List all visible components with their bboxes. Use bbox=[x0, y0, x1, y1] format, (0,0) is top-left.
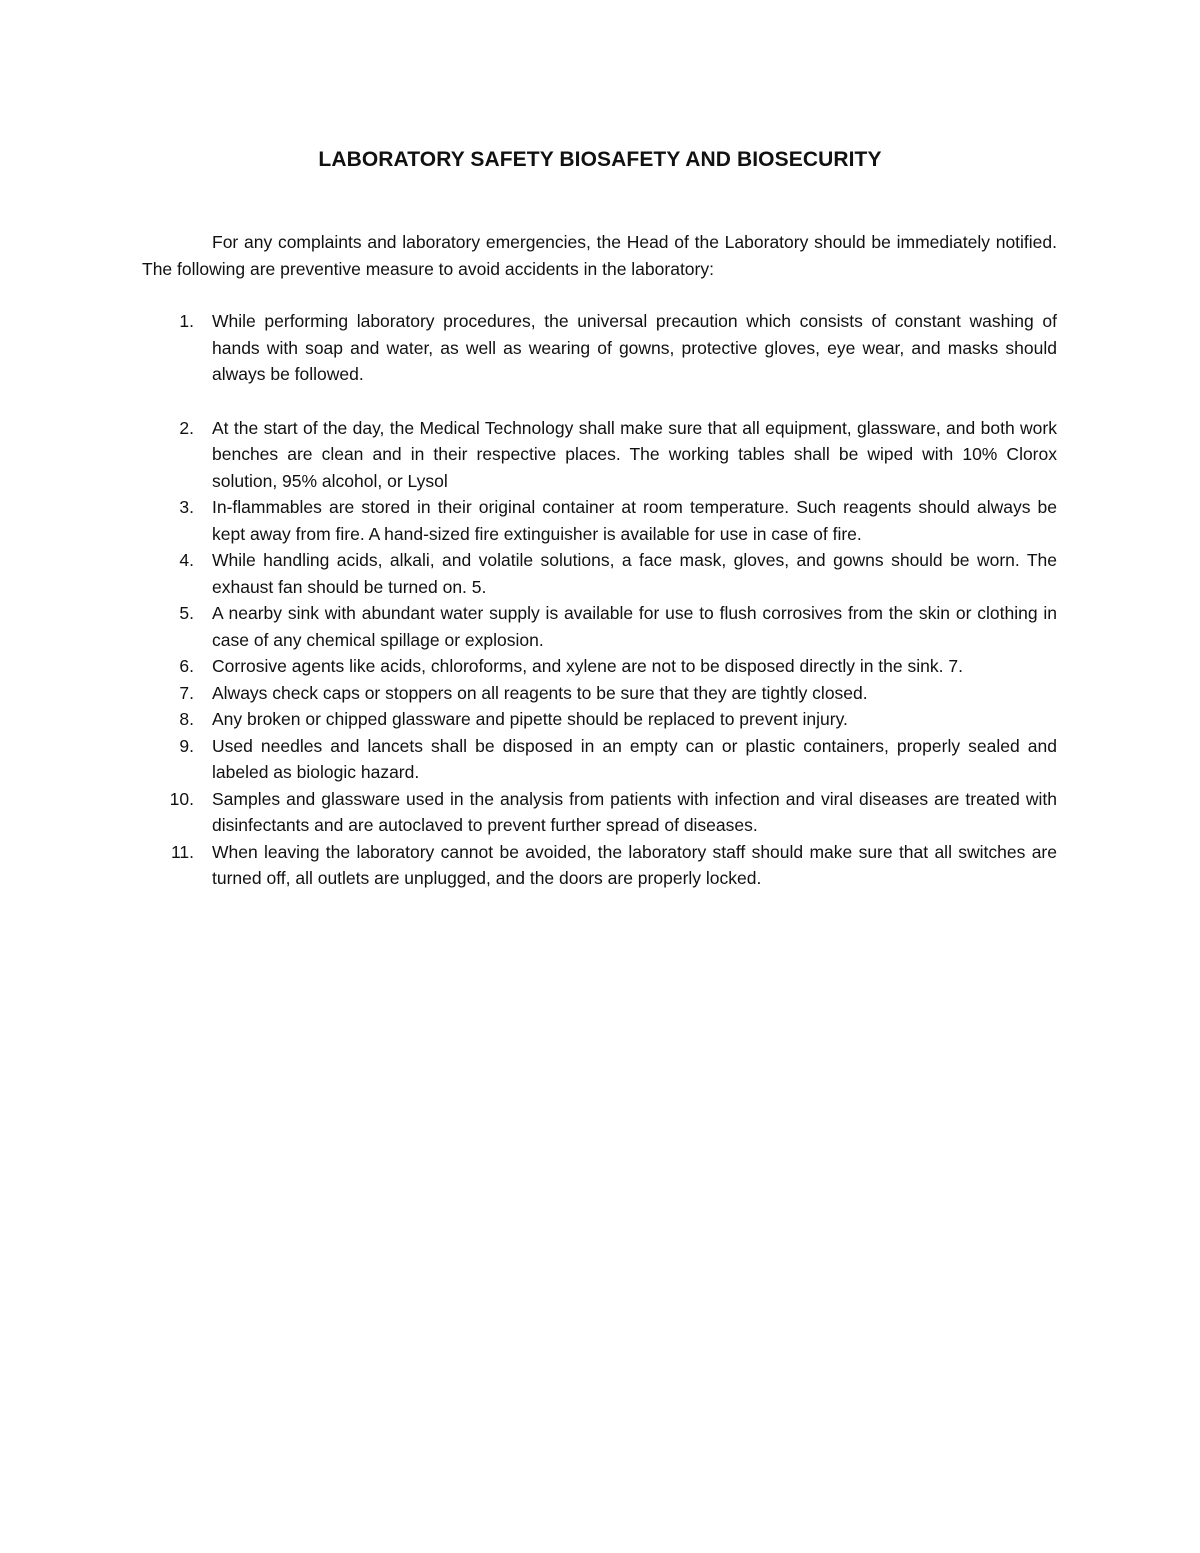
list-item-text: In-flammables are stored in their original container at room temperature. Such reagents should always be kept away from fire. A hand-sized fire extinguisher is available for use in case of fire. bbox=[212, 497, 1057, 544]
list-item-number: 4. bbox=[179, 550, 194, 570]
list-item bbox=[142, 600, 1057, 653]
list-item-number: 10. bbox=[169, 788, 194, 809]
list-item-number: 11. bbox=[170, 841, 194, 862]
list-item bbox=[142, 415, 1057, 495]
list-item bbox=[142, 786, 1057, 839]
list-item-number: 8. bbox=[179, 709, 194, 729]
list-item-text: When leaving the laboratory cannot be avoided, the laboratory staff should make sure that all switches are turned off, all outlets are unplugged, and the doors are properly locked. bbox=[212, 841, 1057, 888]
list-item bbox=[142, 839, 1057, 892]
list-item bbox=[142, 308, 1057, 388]
list-item-text: Any broken or chipped glassware and pipette should be replaced to prevent injury. bbox=[212, 709, 848, 729]
list-item-text: A nearby sink with abundant water supply is available for use to flush corrosives from the skin or clothing in case of any chemical spillage or explosion. bbox=[212, 603, 1057, 650]
list-item-text: While handling acids, alkali, and volatile solutions, a face mask, gloves, and gowns should be worn. The exhaust fan should be turned on. 5. bbox=[212, 550, 1057, 597]
list-item-text: Corrosive agents like acids, chloroforms, and xylene are not to be disposed directly in the sink. 7. bbox=[212, 656, 963, 676]
list-item bbox=[142, 653, 1057, 680]
list-item-number: 7. bbox=[179, 682, 194, 703]
list-item-text: At the start of the day, the Medical Technology shall make sure that all equipment, glassware, and both work benches are clean and in their respective places. The working tables shall be wiped with 10% Clorox solution, 95% alcohol, or Lysol bbox=[212, 417, 1057, 491]
list-item-number: 5. bbox=[179, 603, 194, 623]
list-item bbox=[142, 547, 1057, 600]
list-item bbox=[142, 680, 1057, 707]
list-item-text: Always check caps or stoppers on all reagents to be sure that they are tightly closed. bbox=[212, 682, 868, 703]
list-item-text: While performing laboratory procedures, the universal precaution which consists of constant washing of hands with soap and water, as well as wearing of gowns, protective gloves, eye wear, and masks should always be followed. bbox=[212, 311, 1057, 384]
list-item-number: 6. bbox=[179, 656, 194, 676]
list-item-text: Used needles and lancets shall be disposed in an empty can or plastic containers, properly sealed and labeled as biologic hazard. bbox=[212, 735, 1057, 782]
list-item-number: 1. bbox=[179, 311, 194, 331]
document-title: LABORATORY SAFETY BIOSAFETY AND BIOSECURITY bbox=[318, 148, 882, 171]
list-item-text: Samples and glassware used in the analysis from patients with infection and viral diseases are treated with disinfectants and are autoclaved to prevent further spread of diseases. bbox=[212, 788, 1057, 835]
list-item bbox=[142, 494, 1057, 547]
list-item-number: 2. bbox=[179, 417, 194, 438]
safety-measures-list bbox=[142, 308, 1057, 892]
list-item-number: 9. bbox=[179, 735, 194, 756]
list-item bbox=[142, 706, 1057, 733]
intro-paragraph: For any complaints and laboratory emergencies, the Head of the Laboratory should be immediately notified. The following are preventive measure to avoid accidents in the laboratory: bbox=[142, 232, 1057, 279]
list-item-number: 3. bbox=[179, 497, 194, 517]
list-item bbox=[142, 733, 1057, 786]
